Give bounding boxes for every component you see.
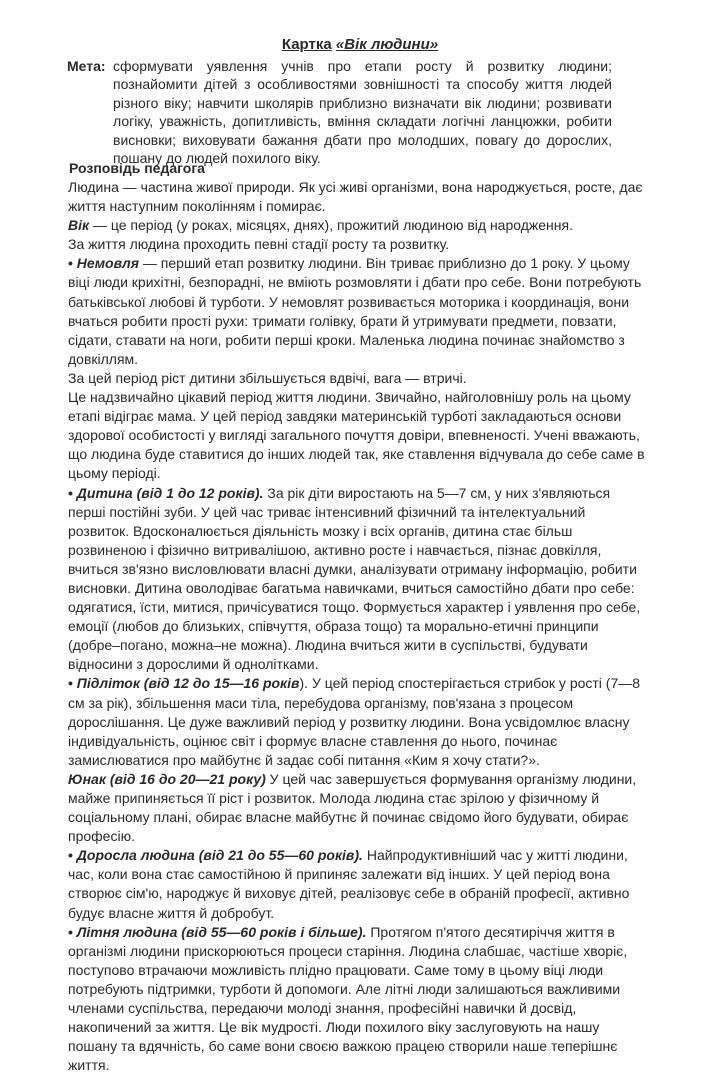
stage-text: — перший етап розвитку людини. Він триває приблизно до 1 року. У цьому віці люди крихітні, безпорадні, не вміють розмовляти і дбати про себе. Вони потребують батьківської любові й турботи. У немовлят розвивається моторика і координація, вони вчаться робити прості рухи: тримати голівку, брати й утримувати предмети, повзати, сідати, ставати на ноги, робити перші кроки. Маленька людина починає знайомство з довкіллям. bbox=[68, 255, 642, 367]
stage-term: Дитина (від 1 до 12 років). bbox=[76, 484, 264, 501]
stage-youth bbox=[68, 770, 648, 846]
stage-text: ). У цей період спостерігається стрибок у рості (7—8 см за рік), збільшення маси тіла, перебудова організму, пов'язана з процесом дорослішання. Це дуже важливий період у розвитку людини. Вона усвідомлює власну індивідуальність, оцінює світ і формує власне ставлення до нього, починає замислюватися про майбутнє й задає собі питання «Ким я хочу стати?». bbox=[68, 675, 641, 768]
intro-paragraph: Людина — частина живої природи. Як усі живі організми, вона народжується, росте, дає життя наступним поколінням і помирає. bbox=[68, 179, 643, 215]
age-definition-text: — це період (у роках, місяцях, днях), прожитий людиною від народження. bbox=[89, 217, 573, 234]
age-term: Вік bbox=[68, 217, 90, 234]
infant-growth: За цей період ріст дитини збільшується вдвічі, вага — втричі. bbox=[68, 369, 467, 386]
bullet-marker: • bbox=[68, 484, 73, 501]
stage-term: Юнак (від 16 до 20—21 року) bbox=[68, 770, 266, 787]
bullet-marker: • bbox=[68, 255, 73, 272]
card-title-prefix: Картка bbox=[281, 36, 332, 53]
bullet-marker: • bbox=[68, 675, 73, 692]
stage-teen bbox=[68, 674, 648, 769]
stage-elderly bbox=[68, 923, 648, 1075]
stage-text: За рік діти виростають на 5—7 см, у них з'являються перші постійні зуби. У цей час триває інтенсивний фізичний та інтелектуальний розвиток. Вдосконалюється діяльність мозку і всіх органів, дитина стає більш розвиненою і фізично витривалішою, активно росте і навчається, пізнає довкілля, вчиться зв'язно висловлювати власні думки, аналізувати отриману інформацію, робити висновки. Дитина оволодіває багатьма навичками, вчиться самостійно дбати про себе: одягатися, їсти, митися, причісуватися тощо. Формується характер і уявлення про себе, емоції (любов до близьких, співчуття, образа тощо) та морально-етичні принципи (добре–погано, можна–не можна). Людина вчиться жити в суспільстві, будувати відносини з дорослими й однолітками. bbox=[68, 484, 641, 673]
stage-term: Немовля bbox=[76, 255, 140, 272]
bullet-marker: • bbox=[68, 923, 73, 940]
stage-text: Протягом п'ятого десятиріччя життя в організмі людини прискорюються процеси старіння. Людина слабшає, частіше хворіє, поступово втрачаючи можливість плідно працювати. Саме тому в цьому віці люди потребують підтримки, турботи й допомоги. Але літні люди залишаються важливими членами суспільства, передаючи молоді знання, професійні навички й досвід, накопичений за життя. Це вік мудрості. Люди похилого віку заслуговують на нашу пошану та вдячність, бо саме вони своєю важкою працею створили наше теперішнє життя. bbox=[68, 923, 628, 1074]
stage-text: Найпродуктивніший час у житті людини, час, коли вона стає самостійною й припиняє залежати від інших. У цей період вона створює сім'ю, народжує й виховує дітей, реалізовує себе в обраній професії, активно будує власне життя й добробут. bbox=[68, 847, 630, 921]
stage-infant bbox=[68, 254, 648, 369]
bullet-marker: • bbox=[68, 847, 73, 864]
infant-note: Це надзвичайно цікавий період життя людини. Звичайно, найголовнішу роль на цьому етапі відіграє мама. У цей період завдяки материнській турботі закладаються основи здорової особистості у вигляді загального почуття довіри, впевненості. Учені вважають, що людина буде ставитися до інших людей так, яке ставлення відчувала до себе саме в цьому періоді. bbox=[68, 389, 645, 482]
goal-text: сформувати уявлення учнів про етапи росту й розвитку людини; познайомити дітей з особливостями зовнішності та способу життя людей різного віку; навчити школярів приблизно визначати вік людини; розвивати логіку, уважність, допитливість, вміння складати логічні ланцюжки, робити висновки; виховувати бажання дбати про молодших, повагу до дорослих, пошану до людей похилого віку. bbox=[113, 58, 612, 167]
stage-adult bbox=[68, 846, 648, 922]
goal-label: Мета: bbox=[67, 58, 106, 74]
card-title-quote: «Вік людини» bbox=[335, 36, 439, 53]
stage-term: Літня людина (від 55—60 років і більше). bbox=[76, 923, 367, 940]
section-heading: Розповідь педагога bbox=[69, 160, 205, 176]
stage-child bbox=[68, 484, 648, 675]
goal-block bbox=[67, 57, 612, 167]
stages-intro: За життя людина проходить певні стадії росту та розвитку. bbox=[68, 236, 450, 253]
card-title bbox=[0, 36, 720, 53]
stage-text: У цей час завершується формування організму людини, майже припиняється її ріст і розвиток. Молода людина стає зрілою у фізичному й соціальному плані, обирає власне майбутнє й починає свідомо його будувати, обирає професію. bbox=[68, 770, 637, 845]
stage-term: Доросла людина (від 21 до 55—60 років). bbox=[76, 847, 363, 864]
stage-term: Підліток (від 12 до 15—16 років bbox=[76, 675, 300, 692]
story-text bbox=[68, 178, 648, 1075]
age-definition bbox=[68, 216, 648, 235]
